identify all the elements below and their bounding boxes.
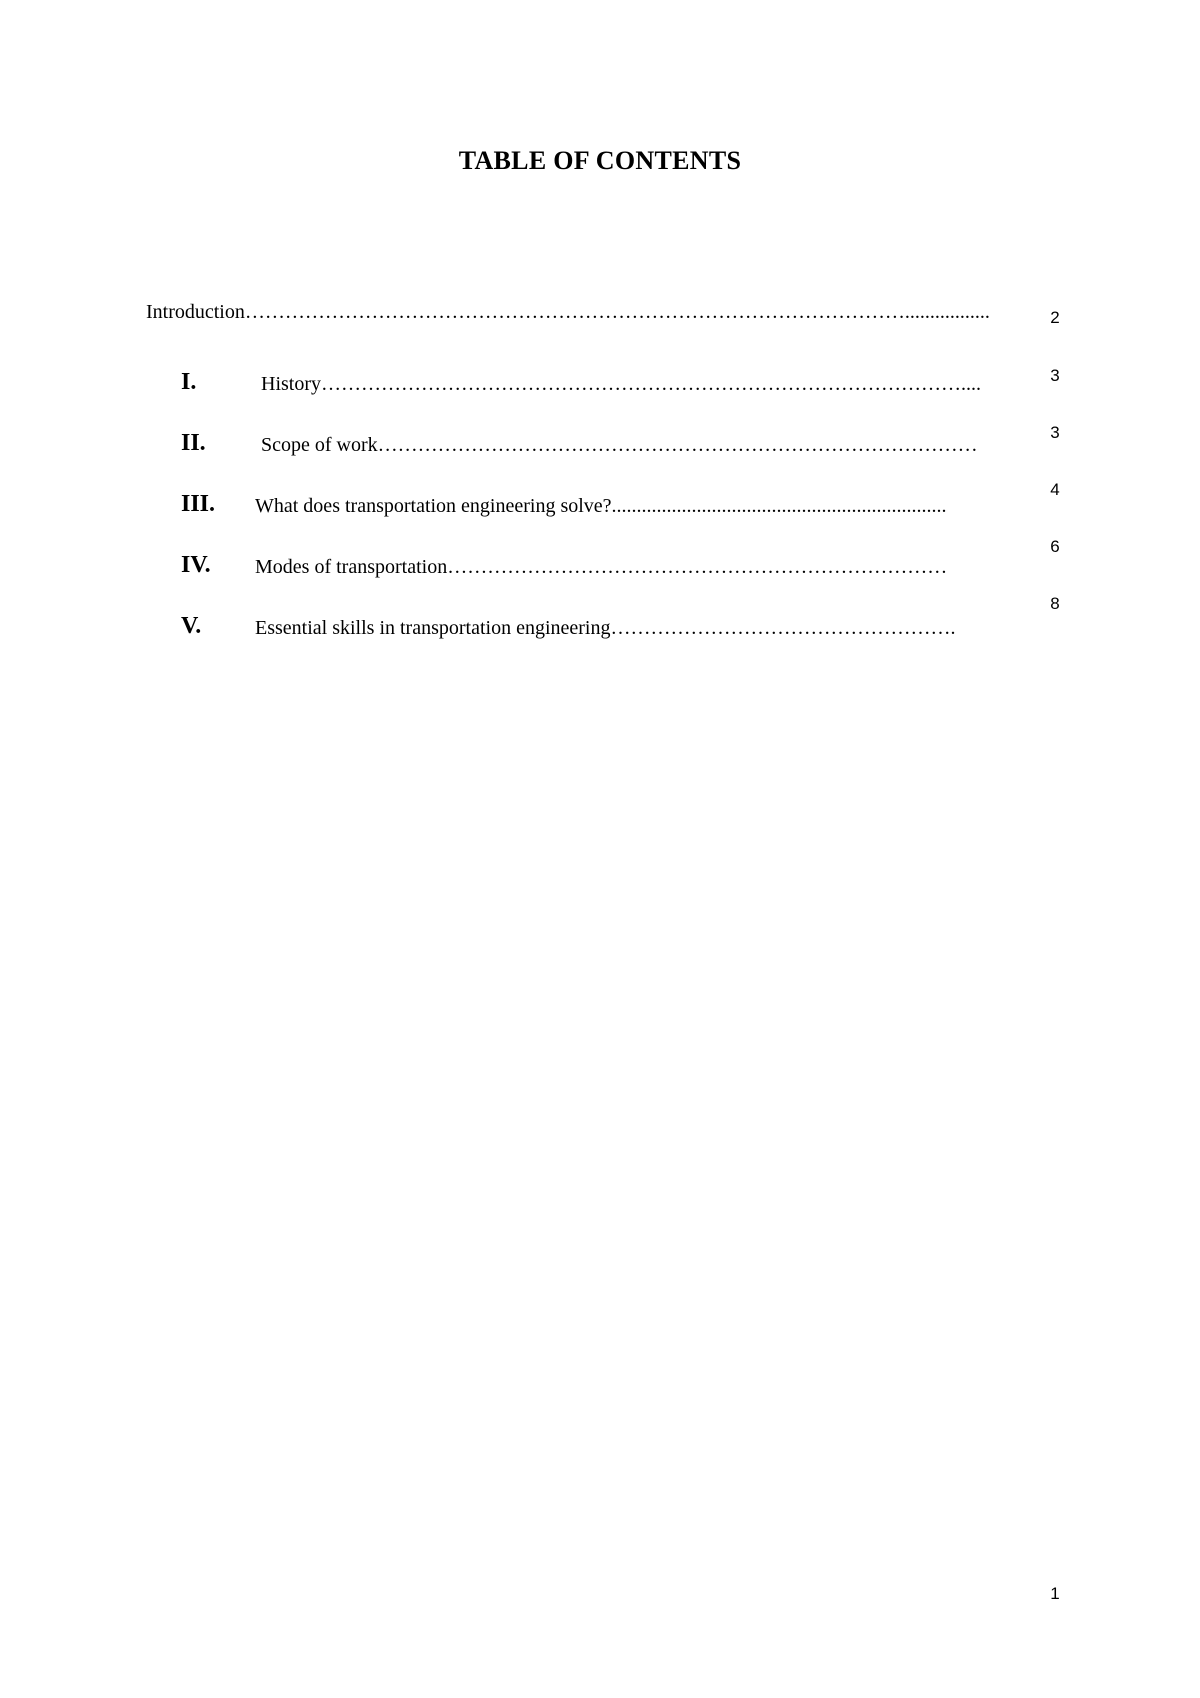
toc-entry-text: Introduction………………………………………………………………………………………................. bbox=[146, 301, 990, 323]
footer-page-number: 1 bbox=[1050, 1584, 1060, 1603]
toc-entry-introduction bbox=[0, 300, 1200, 340]
toc-numeral: I. bbox=[181, 369, 197, 395]
toc-entry-history bbox=[0, 368, 1200, 408]
page-title: TABLE OF CONTENTS bbox=[458, 146, 742, 175]
toc-entry-text: Scope of work……………………………………………………………………………… bbox=[261, 434, 978, 456]
toc-page-number: 6 bbox=[1050, 537, 1060, 556]
toc-page-number: 8 bbox=[1050, 594, 1060, 613]
toc-page-number: 4 bbox=[1050, 480, 1060, 499]
toc-numeral: V. bbox=[181, 613, 202, 639]
toc-page-number: 2 bbox=[1050, 308, 1060, 327]
toc-page-number: 3 bbox=[1050, 423, 1060, 442]
toc-numeral: II. bbox=[181, 430, 206, 456]
toc-entry-what-it-solves bbox=[0, 480, 1200, 530]
toc-entry-scope-of-work bbox=[0, 423, 1200, 469]
toc-entry-text: What does transportation engineering solve?................................................................... bbox=[255, 495, 947, 517]
toc-entry-modes-of-transportation bbox=[0, 537, 1200, 591]
toc-entry-text: History…………………………………………………………………………………….... bbox=[261, 373, 981, 395]
toc-entry-essential-skills bbox=[0, 594, 1200, 652]
toc-entry-text: Essential skills in transportation engineering……………………………………………. bbox=[255, 617, 956, 639]
toc-numeral: IV. bbox=[181, 552, 211, 578]
toc-numeral: III. bbox=[181, 491, 216, 517]
toc-entry-text: Modes of transportation………………………………………………………………… bbox=[255, 556, 948, 578]
toc-page-number: 3 bbox=[1050, 366, 1060, 385]
